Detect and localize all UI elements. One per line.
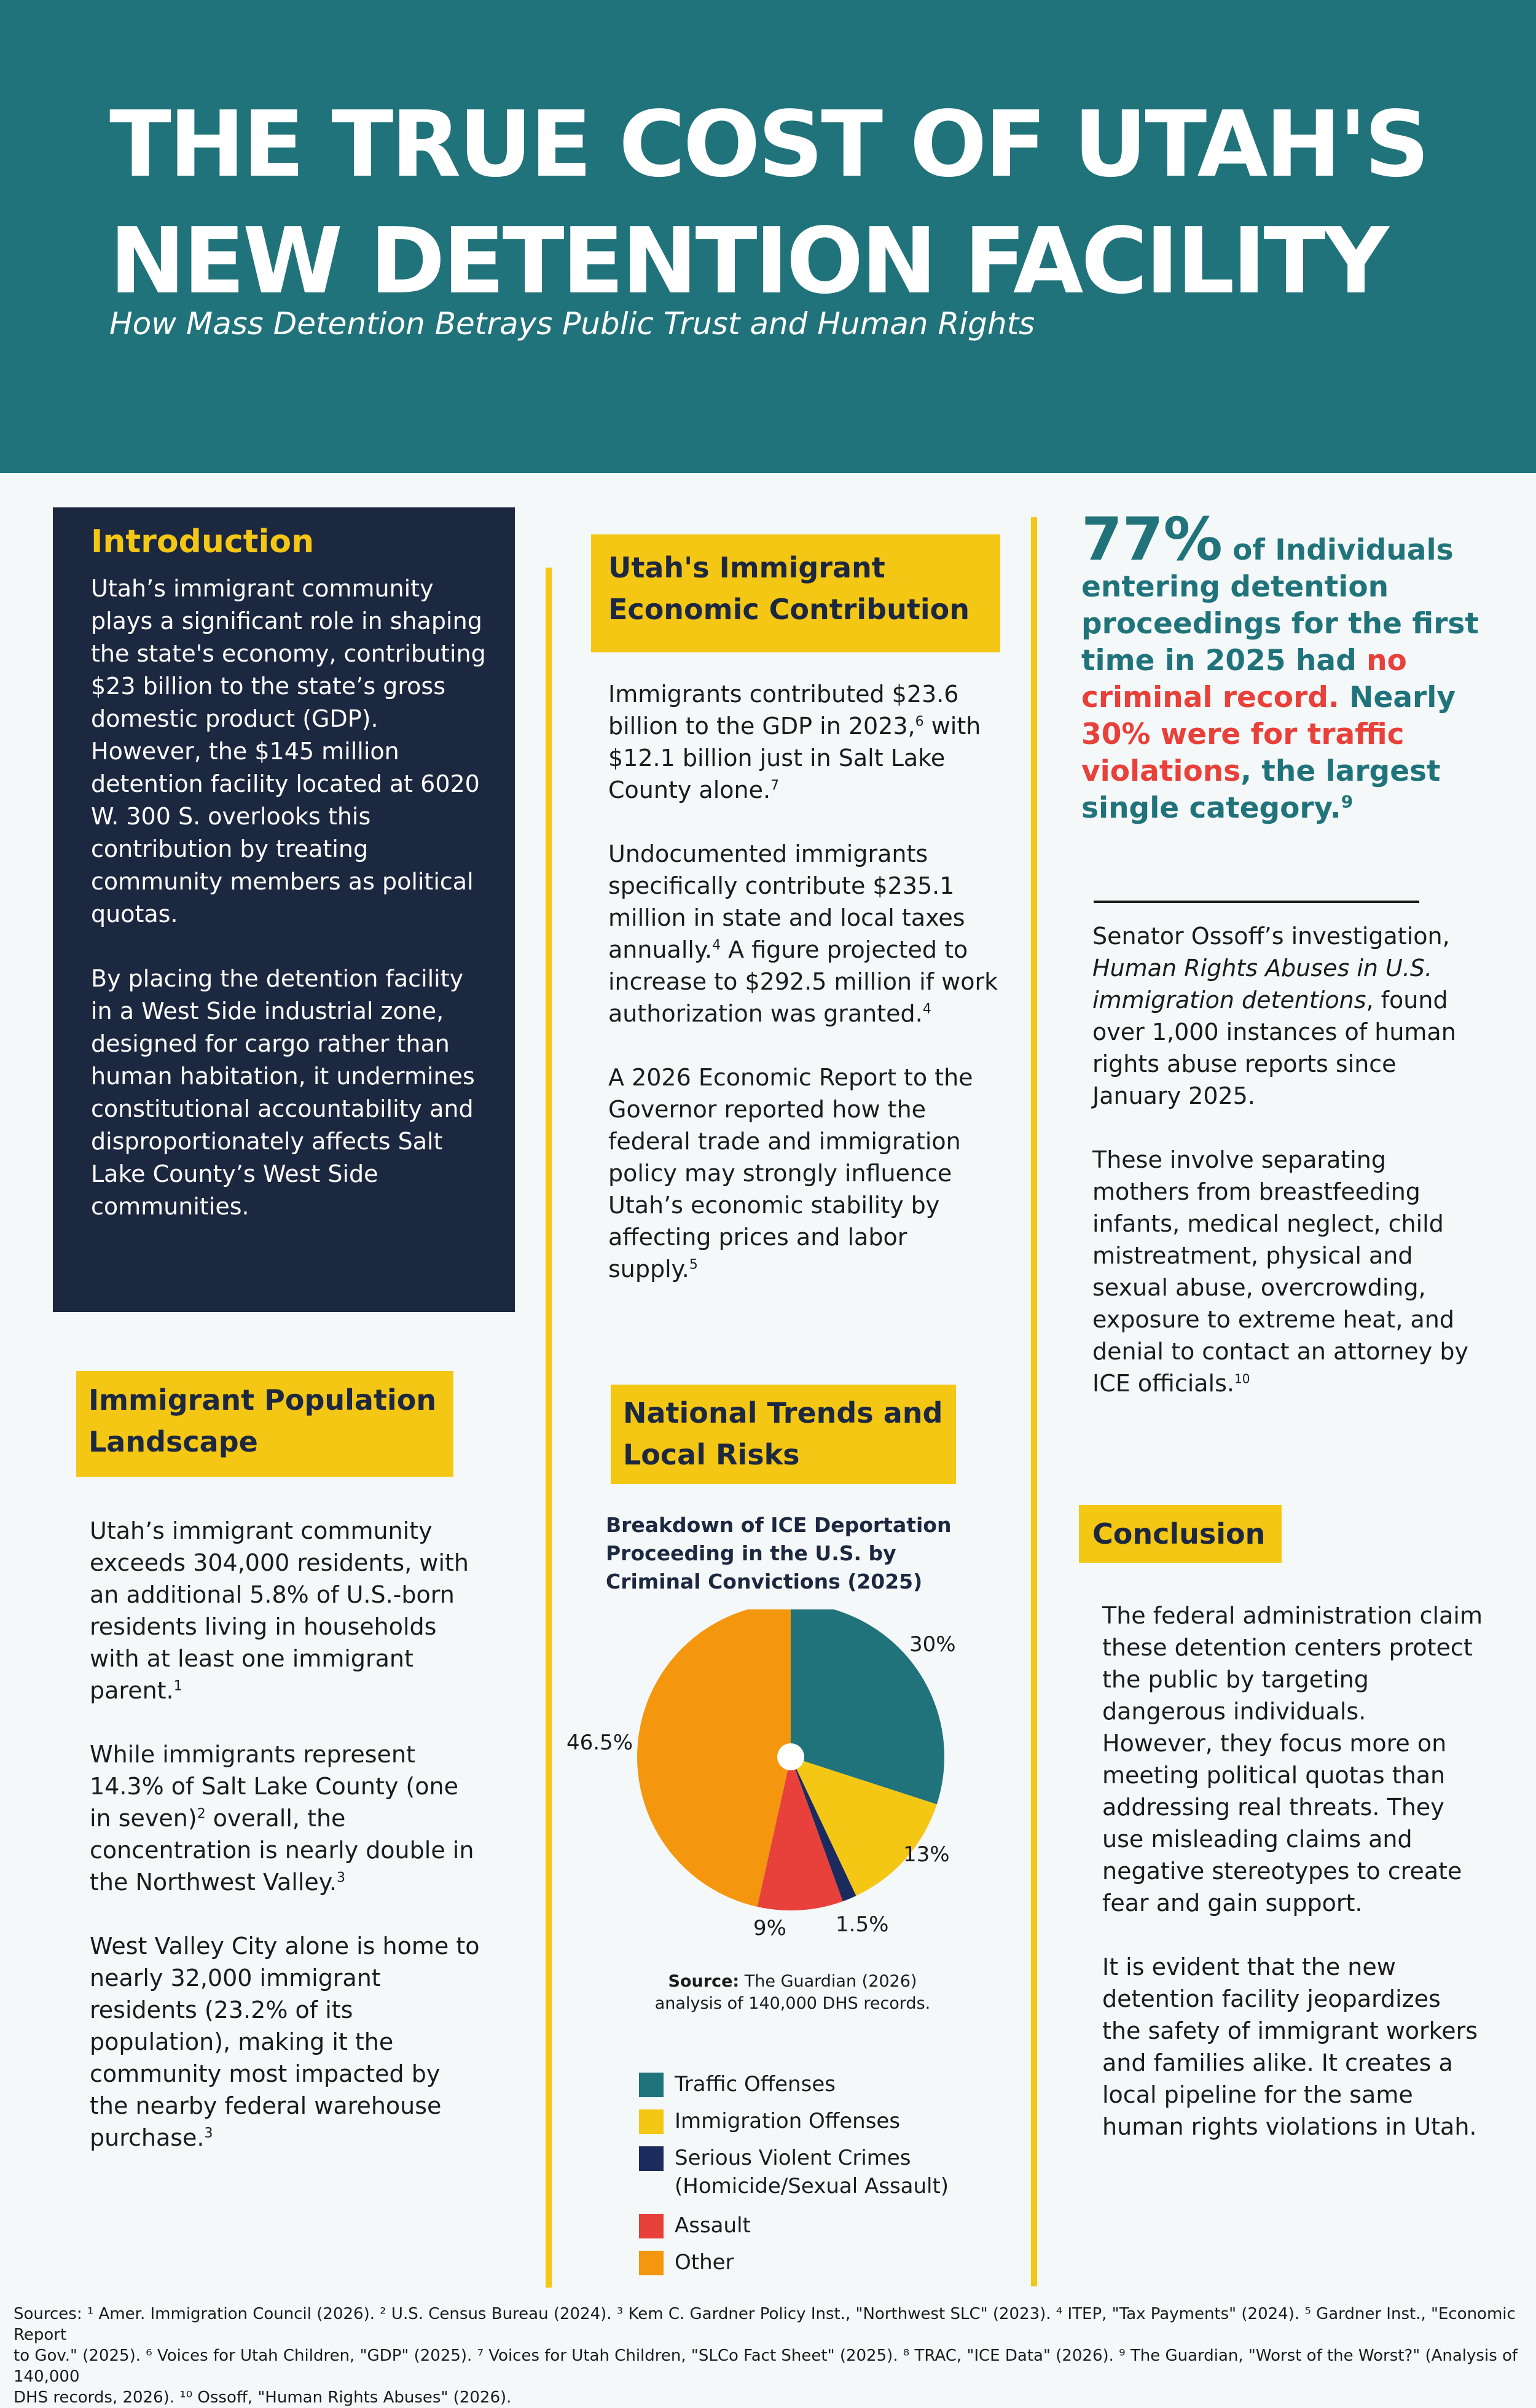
population-paragraph-1: Utah’s immigrant community exceeds 304,000 residents, with an additional 5.8% of U.S.-born residents living in households with at least one immigrant parent.$^1$ bbox=[90, 1517, 469, 1704]
pie-center-hole bbox=[777, 1743, 804, 1770]
population-heading-line-2: Landscape bbox=[88, 1425, 258, 1458]
intro-paragraph-1: Utah’s immigrant community plays a significant role in shaping the state's economy, contributing $23 billion to the state’s gross domestic product (GDP). However, the $145 million detention facility located at 6020 W. 300 S. overlooks this contribution by treating community members as political quotas. bbox=[91, 575, 486, 928]
conclusion-text bbox=[1102, 1600, 1483, 2143]
legend-swatch-assault bbox=[639, 2214, 664, 2238]
economic-paragraph-2: Undocumented immigrants specifically contribute $235.1 million in state and local taxes annually.$^4$ A figure projected to increase to $292.5 million if work authorization was granted.$^4$ bbox=[608, 840, 998, 1027]
page-subtitle: How Mass Detention Betrays Public Trust and Human Rights bbox=[109, 306, 1035, 342]
pie-chart bbox=[541, 1609, 1032, 1953]
trends-heading-line-1: National Trends and bbox=[623, 1396, 943, 1429]
population-paragraph-2: While immigrants represent 14.3% of Salt Lake County (one in seven)$^2$ overall, the concentration is nearly double in the Northwest Valley.$^3$ bbox=[90, 1741, 474, 1896]
population-heading-line-1: Immigrant Population bbox=[88, 1383, 437, 1417]
pie-label-immigration-offenses: 13% bbox=[903, 1842, 950, 1867]
legend-swatch-traffic-offenses bbox=[639, 2073, 664, 2097]
legend-label-serious-violent-crimes: Serious Violent Crimes (Homicide/Sexual Assault) bbox=[675, 2146, 949, 2199]
economic-heading-line-1: Utah's Immigrant bbox=[608, 551, 885, 584]
column-divider-right bbox=[1031, 517, 1037, 2286]
stat-big-number: 77% bbox=[1081, 505, 1223, 574]
population-heading bbox=[88, 1379, 436, 1463]
conclusion-paragraph-1: The federal administration claim these detention centers protect the public by targeting dangerous individuals. However, they focus more on meeting political quotas than addressing real threats. They use misleading claims and negative stereotypes to create fear and gain support. bbox=[1102, 1602, 1483, 1917]
intro-text bbox=[91, 573, 490, 1223]
page-title bbox=[109, 86, 1492, 319]
legend-label-traffic-offenses: Traffic Offenses bbox=[675, 2072, 836, 2097]
ossoff-paragraph-2: These involve separating mothers from breastfeeding infants, medical neglect, child mistreatment, physical and sexual abuse, overcrowding, exposure to extreme heat, and denial to contact an attorney by ICE officials.$^{10}$ bbox=[1092, 1146, 1468, 1397]
legend-swatch-serious-violent-crimes bbox=[639, 2146, 664, 2171]
ossoff-paragraph-1: Senator Ossoff’s investigation, Human Rights Abuses in U.S. immigration detentions, found over 1,000 instances of human rights abuse reports since January 2025. bbox=[1092, 923, 1456, 1109]
pie-label-assault: 9% bbox=[753, 1916, 786, 1941]
trends-heading-line-2: Local Risks bbox=[623, 1438, 800, 1471]
legend-swatch-other bbox=[639, 2251, 664, 2275]
economic-paragraph-1: Immigrants contributed $23.6 billion to the GDP in 2023,$^6$ with $12.1 billion just in Salt Lake County alone.$^7$ bbox=[608, 681, 981, 803]
footer-line-3: DHS records, 2026). ¹⁰ Ossoff, "Human Rights Abuses" (2026). bbox=[14, 2388, 512, 2407]
sources-footer bbox=[14, 2304, 1525, 2408]
stat-callout: 77% of Individuals entering detention proceedings for the first time in 2025 had no criminal record. Nearly 30% were for traffic violations, the largest single category.$^9$ bbox=[1081, 505, 1479, 825]
legend-label-other: Other bbox=[675, 2250, 734, 2275]
footer-line-2: to Gov." (2025). ⁶ Voices for Utah Children, "GDP" (2025). ⁷ Voices for Utah Children, "SLCo Fact Sheet" (2025). ⁸ TRAC, "ICE Data" (2026). ⁹ The Guardian, "Worst of the Worst?" (Analysis of 140,000 bbox=[14, 2347, 1518, 2386]
pie-label-serious-violent-crimes: 1.5% bbox=[836, 1912, 889, 1937]
legend-label-immigration-offenses: Immigration Offenses bbox=[675, 2109, 901, 2133]
conclusion-paragraph-2: It is evident that the new detention facility jeopardizes the safety of immigrant workers and families alike. It creates a local pipeline for the same human rights violations in Utah. bbox=[1102, 1953, 1478, 2140]
economic-heading bbox=[608, 547, 970, 630]
population-paragraph-3: West Valley City alone is home to nearly 32,000 immigrant residents (23.2% of its population), making it the community most impacted by the nearby federal warehouse purchase.$^3$ bbox=[90, 1933, 480, 2151]
intro-heading: Introduction bbox=[91, 523, 315, 560]
population-text bbox=[90, 1515, 483, 2154]
pie-label-other: 46.5% bbox=[566, 1730, 633, 1755]
header-banner bbox=[0, 0, 1536, 473]
trends-heading bbox=[623, 1392, 942, 1476]
economic-paragraph-3: A 2026 Economic Report to the Governor reported how the federal trade and immigration policy may strongly influence Utah’s economic stability by affecting prices and labor supply.$^5$ bbox=[608, 1064, 973, 1283]
legend-label-assault: Assault bbox=[675, 2213, 751, 2238]
column-divider-left bbox=[546, 568, 552, 2288]
chart-source-line-2: analysis of 140,000 DHS records. bbox=[654, 1994, 931, 2013]
ossoff-text bbox=[1092, 920, 1486, 1399]
title-line-1: THE TRUE COST OF UTAH'S bbox=[109, 92, 1428, 197]
footer-line-1: Sources: ¹ Amer. Immigration Council (2026). ² U.S. Census Bureau (2024). ³ Kem C. Gardner Policy Inst., "Northwest SLC" (2023). ⁴ ITEP, "Tax Payments" (2024). ⁵ Gardner Inst., "Economic Report bbox=[14, 2305, 1516, 2344]
chart-source bbox=[621, 1971, 965, 2015]
economic-heading-line-2: Economic Contribution bbox=[608, 593, 970, 626]
conclusion-heading: Conclusion bbox=[1092, 1517, 1266, 1550]
title-line-2: NEW DETENTION FACILITY bbox=[109, 208, 1387, 314]
stat-divider bbox=[1094, 901, 1419, 903]
chart-title-line-3: Criminal Convictions (2025) bbox=[606, 1570, 923, 1593]
chart-source-text: The Guardian (2026) bbox=[739, 1972, 917, 1991]
legend-swatch-immigration-offenses bbox=[639, 2109, 664, 2134]
chart-source-label: Source: bbox=[668, 1972, 740, 1991]
chart-title-line-1: Breakdown of ICE Deportation bbox=[606, 1513, 952, 1537]
intro-paragraph-2: By placing the detention facility in a West Side industrial zone, designed for cargo rather than human habitation, it undermines constitutional accountability and disproportionately affects Salt Lake County’s West Side communities. bbox=[91, 965, 475, 1220]
pie-label-traffic-offenses: 30% bbox=[909, 1632, 956, 1657]
chart-title-line-2: Proceeding in the U.S. by bbox=[606, 1541, 896, 1565]
economic-text bbox=[608, 678, 1001, 1285]
chart-title bbox=[606, 1511, 999, 1596]
